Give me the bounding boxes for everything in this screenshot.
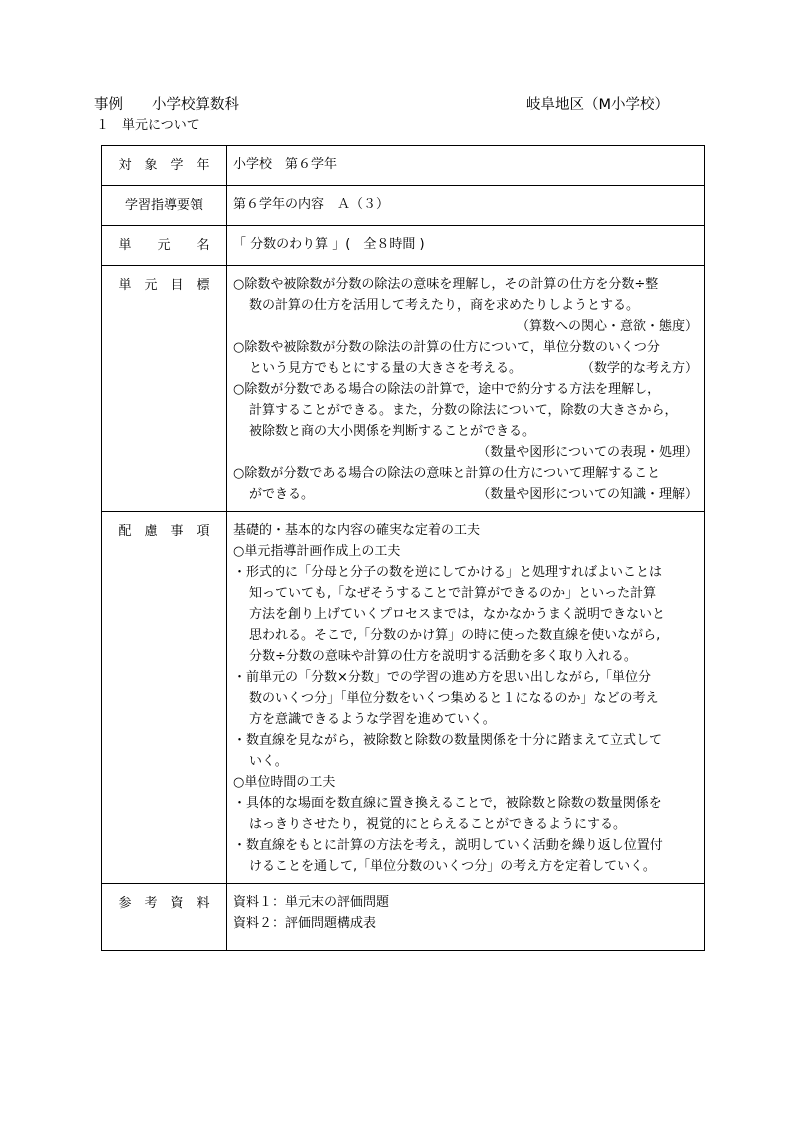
consideration-heading-2: ○単位時間の工夫 xyxy=(233,775,336,790)
table-row-unit-goals xyxy=(102,266,705,512)
goal-4-line-2: ができる。 xyxy=(249,487,315,502)
consideration-bullet-5-line-2: けることを通して,「単位分数のいくつ分」の考え方を定着していく。 xyxy=(249,859,656,874)
value-unit-name: 「 分数のわり算 」( 全８時間 ) xyxy=(227,226,705,266)
value-target-grade: 小学校 第６学年 xyxy=(227,146,705,186)
section-title: １ 単元について xyxy=(96,118,200,133)
table-row-considerations xyxy=(102,512,705,884)
goal-1-line-1: ○除数や被除数が分数の除法の意味を理解し，その計算の仕方を分数÷整 xyxy=(233,277,659,292)
goal-1-tag: （算数への関心・意欲・態度） xyxy=(515,319,698,334)
value-guideline: 第６学年の内容 Ａ（３） xyxy=(227,186,705,226)
goal-3-line-3: 被除数と商の大小関係を判断することができる。 xyxy=(249,424,536,439)
consideration-heading-1: ○単元指導計画作成上の工夫 xyxy=(233,544,401,559)
goal-3-line-2: 計算することができる。また，分数の除法について，除数の大きさから， xyxy=(249,403,678,418)
consideration-bullet-2-line-3: 方を意識できるような学習を進めていく。 xyxy=(249,712,496,727)
table-row-guideline xyxy=(102,186,705,226)
consideration-bullet-1-line-4: 思われる。そこで,「分数のかけ算」の時に使った数直線を使いながら, xyxy=(249,628,661,643)
goal-4-tag: （数量や図形についての知識・理解） xyxy=(477,487,698,502)
value-references xyxy=(227,884,705,951)
goal-3-tag: （数量や図形についての表現・処理） xyxy=(477,445,698,460)
goal-2-line-2-row xyxy=(233,358,698,379)
consideration-bullet-1-line-1: ・形式的に「分母と分子の数を逆にしてかける」と処理すればよいことは xyxy=(233,565,663,580)
goal-2-line-1: ○除数や被除数が分数の除法の計算の仕方について，単位分数のいくつ分 xyxy=(233,340,660,355)
consideration-bullet-4-line-1: ・具体的な場面を数直線に置き換えることで，被除数と除数の数量関係を xyxy=(233,796,662,811)
case-title: 事例 小学校算数科 xyxy=(94,97,239,113)
goal-4-line-2-row xyxy=(233,484,698,505)
consideration-bullet-3-line-1: ・数直線を見ながら，被除数と除数の数量関係を十分に踏まえて立式して xyxy=(233,733,663,748)
goal-1-line-2: 数の計算の仕方を活用して考えたり，商を求めたりしようとする。 xyxy=(249,298,640,313)
label-unit-goals: 単 元 目 標 xyxy=(102,266,227,512)
goal-2-tag: （数学的な考え方） xyxy=(580,361,698,376)
value-unit-goals xyxy=(227,266,705,512)
consideration-bullet-2-line-2: 数のいくつ分」「単位分数をいくつ集めると１になるのか」などの考え xyxy=(249,691,659,706)
table-row-unit-name xyxy=(102,226,705,266)
consideration-bullet-3-line-2: いく。 xyxy=(249,754,288,769)
label-guideline: 学習指導要領 xyxy=(102,186,227,226)
reference-1: 資料１：単元末の評価問題 xyxy=(233,895,390,910)
label-references: 参 考 資 料 xyxy=(102,884,227,951)
label-considerations: 配 慮 事 項 xyxy=(102,512,227,884)
consideration-bullet-1-line-5: 分数÷分数の意味や計算の仕方を説明する活動を多く取り入れる。 xyxy=(249,649,637,664)
label-target-grade: 対 象 学 年 xyxy=(102,146,227,186)
table-row-references xyxy=(102,884,705,951)
value-considerations xyxy=(227,512,705,884)
consideration-bullet-5-line-1: ・数直線をもとに計算の方法を考え，説明していく活動を繰り返し位置付 xyxy=(233,838,663,853)
label-unit-name: 単 元 名 xyxy=(102,226,227,266)
goal-2-line-2: という見方でもとにする量の大きさを考える。 xyxy=(249,361,523,376)
consideration-bullet-1-line-3: 方法を創り上げていくプロセスまでは，なかなかうまく説明できないと xyxy=(249,607,666,622)
region-label: 岐阜地区（M小学校） xyxy=(526,97,670,113)
goal-4-line-1: ○除数が分数である場合の除法の意味と計算の仕方について理解すること xyxy=(233,466,661,481)
goal-3-line-1: ○除数が分数である場合の除法の計算で，途中で約分する方法を理解し， xyxy=(233,382,661,397)
reference-2: 資料２：評価問題構成表 xyxy=(233,916,377,931)
unit-table xyxy=(101,145,705,951)
consideration-bullet-4-line-2: はっきりさせたり，視覚的にとらえることができるようにする。 xyxy=(249,817,627,832)
consideration-intro: 基礎的・基本的な内容の確実な定着の工夫 xyxy=(233,523,481,538)
consideration-bullet-2-line-1: ・前単元の「分数×分数」での学習の進め方を思い出しながら,「単位分 xyxy=(233,670,652,685)
consideration-bullet-1-line-2: 知っていても,「なぜそうすることで計算ができるのか」といった計算 xyxy=(249,586,657,601)
table-row-target-grade xyxy=(102,146,705,186)
